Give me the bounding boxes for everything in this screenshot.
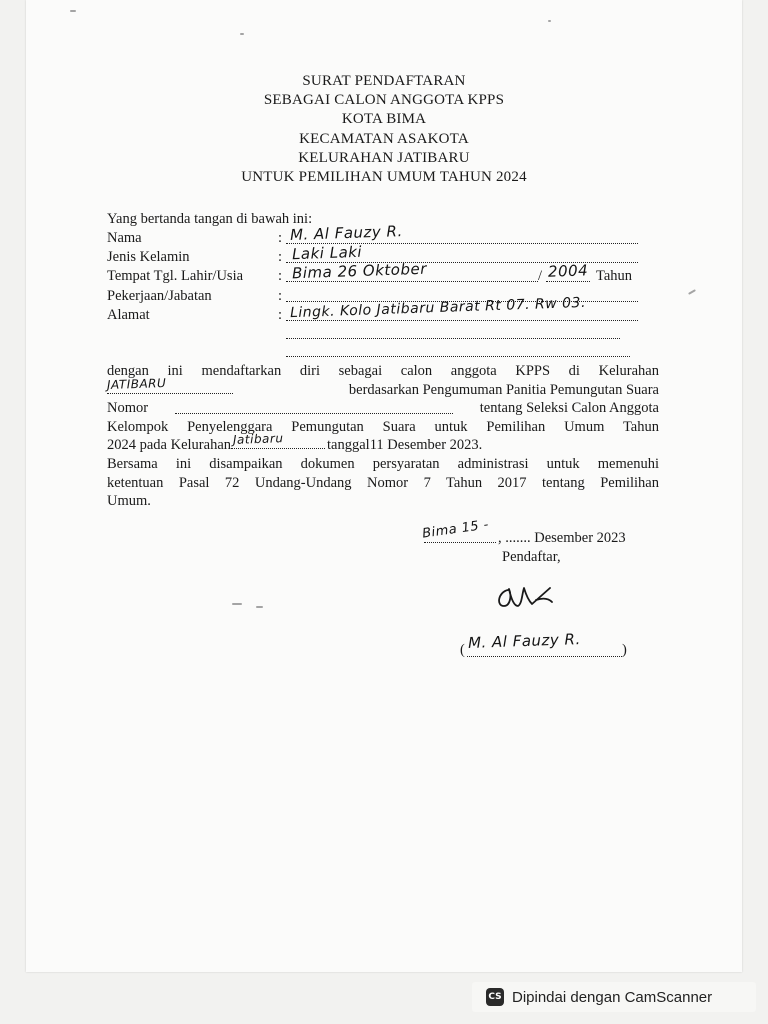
paragraph-text: tentang Seleksi Calon Anggota [479, 400, 659, 417]
ttl-suffix: Tahun [596, 268, 633, 284]
field-colon: : [278, 307, 283, 323]
paragraph-line [107, 418, 659, 437]
scan-speck [232, 603, 242, 605]
alamat-value: Lingk. Kolo Jatibaru Barat Rt 07. Rw 03. [289, 294, 587, 322]
paragraph-text: dengan ini mendaftarkan diri sebagai calon anggota KPPS di Kelurahan [107, 363, 659, 379]
form-intro: Yang bertanda tangan di bawah ini: [107, 211, 313, 227]
header-line: KOTA BIMA [341, 111, 427, 128]
camscanner-text: Dipindai dengan CamScanner [512, 988, 713, 1006]
signature-role: Pendaftar, [502, 549, 561, 565]
signature-date: , ....... Desember 2023 [498, 530, 626, 546]
handwritten-signature [494, 582, 558, 614]
header-line: UNTUK PEMILIHAN UMUM TAHUN 2024 [241, 169, 527, 186]
paragraph-text: 2024 pada Kelurahan [107, 437, 232, 454]
header-line: SURAT PENDAFTARAN [302, 73, 466, 89]
fill-line [286, 338, 620, 339]
field-colon: : [278, 288, 283, 304]
paren-close: ) [622, 642, 627, 658]
field-colon: : [278, 268, 283, 284]
fill-line [546, 281, 590, 282]
kelurahan-fill-2 [231, 431, 327, 455]
paragraph-line [107, 362, 659, 381]
header-line: KELURAHAN JATIBARU [298, 149, 470, 166]
alamat-label: Alamat [107, 307, 150, 323]
signature-scribble [494, 582, 558, 614]
paragraph-line [107, 455, 659, 474]
paragraph-text: Umum. [107, 493, 151, 510]
document-header [0, 72, 768, 187]
paragraph-text: ketentuan Pasal 72 Undang-Undang Nomor 7 Tahun 2017 tentang Pemilihan [107, 474, 659, 491]
pekerjaan-label: Pekerjaan/Jabatan [107, 288, 212, 304]
paragraph-text: berdasarkan Pengumuman Panitia Pemungutan Suara [348, 381, 659, 398]
signature-name-handwritten: M. Al Fauzy R. [467, 630, 581, 652]
ttl-slash: / [538, 268, 543, 284]
nama-label: Nama [107, 230, 142, 246]
ttl-label: Tempat Tgl. Lahir/Usia [107, 268, 244, 284]
camscanner-logo-icon: CS [486, 988, 504, 1006]
nama-value: M. Al Fauzy R. [289, 222, 403, 244]
field-colon: : [278, 230, 283, 246]
signature-place-handwritten: Bima 15 - [421, 517, 490, 542]
city-fill-line [424, 542, 496, 543]
kelurahan-handwritten: JATIBARU [106, 375, 167, 392]
kelurahan-fill [106, 375, 233, 400]
paragraph-text: Bersama ini disampaikan dokumen persyaratan administrasi untuk memenuhi [107, 456, 659, 472]
kelurahan-handwritten-2: Jatibaru [232, 431, 284, 448]
field-colon: : [278, 249, 283, 265]
nomor-fill-line [175, 413, 453, 414]
registration-paragraph [107, 362, 659, 455]
signature-name-line [467, 656, 622, 657]
paragraph-text: tanggal11 Desember 2023. [327, 437, 483, 454]
scan-speck [548, 20, 551, 22]
paragraph-text: Kelompok Penyelenggara Pemungutan Suara untuk Pemilihan Umum Tahun [107, 418, 659, 435]
header-line: SEBAGAI CALON ANGGOTA KPPS [263, 92, 505, 109]
paragraph-line [107, 399, 659, 418]
jenis-kelamin-label: Jenis Kelamin [107, 249, 190, 265]
scan-speck [256, 606, 263, 608]
camscanner-watermark [472, 982, 756, 1012]
requirements-paragraph [107, 455, 659, 511]
scan-speck [240, 33, 244, 35]
fill-line [286, 356, 630, 357]
paragraph-line [106, 375, 659, 400]
ttl-value: Bima 26 Oktober [291, 259, 428, 283]
nomor-label: Nomor [107, 400, 149, 417]
paragraph-line [107, 492, 659, 511]
scan-speck [70, 10, 76, 12]
fill-line [286, 320, 638, 321]
paragraph-line [107, 431, 659, 455]
header-line: KECAMATAN ASAKOTA [299, 130, 469, 147]
paren-open: ( [460, 642, 465, 658]
paragraph-line [107, 474, 659, 493]
jenis-kelamin-value: Laki Laki [291, 242, 363, 264]
ttl-year: 2004 [547, 261, 589, 281]
